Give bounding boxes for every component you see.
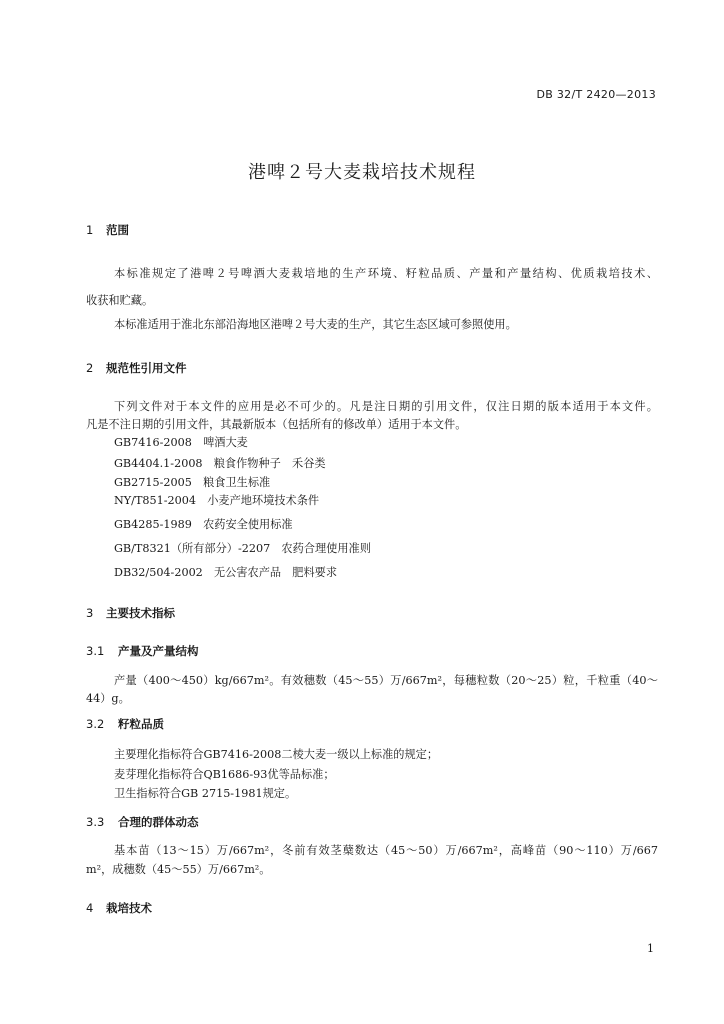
section-heading-4 bbox=[86, 900, 152, 916]
section-number: 4 bbox=[86, 901, 94, 915]
quality-line: 麦芽理化指标符合QB1686-93优等品标准； bbox=[114, 768, 335, 781]
section-number: 3 bbox=[86, 606, 94, 620]
paragraph-line: 凡是不注日期的引用文件，其最新版本（包括所有的修改单）适用于本文件。 bbox=[86, 418, 467, 431]
reference-item: DB32/504-2002 无公害农产品 肥料要求 bbox=[114, 566, 338, 579]
subsection-number: 3.2 bbox=[86, 717, 105, 731]
reference-item: GB/T8321（所有部分）-2207 农药合理使用准则 bbox=[114, 542, 371, 555]
reference-item: GB7416-2008 啤酒大麦 bbox=[114, 436, 248, 449]
subsection-title: 籽粒品质 bbox=[118, 717, 164, 731]
reference-item: GB4285-1989 农药安全使用标准 bbox=[114, 518, 293, 531]
section-number: 2 bbox=[86, 361, 94, 375]
population-paragraph bbox=[114, 842, 658, 858]
reference-item: GB4404.1-2008 粮食作物种子 禾谷类 bbox=[114, 457, 326, 470]
subsection-title: 合理的群体动态 bbox=[118, 815, 199, 829]
paragraph-line: 产量（400～450）kg/667m²。有效穗数（45～55）万/667m²，每穗粒数（20～25）粒，千粒重（40～ bbox=[114, 674, 658, 687]
subsection-number: 3.3 bbox=[86, 815, 105, 829]
subsection-heading-3-1 bbox=[86, 643, 199, 659]
paragraph-line: 基本苗（13～15）万/667m²，冬前有效茎蘖数达（45～50）万/667m²，高峰苗（90～110）万/667 bbox=[114, 844, 658, 857]
section-title: 栽培技术 bbox=[106, 901, 152, 915]
paragraph-line: 44）g。 bbox=[86, 692, 130, 705]
reference-item: GB2715-2005 粮食卫生标准 bbox=[114, 476, 271, 489]
subsection-number: 3.1 bbox=[86, 644, 105, 658]
paragraph-line: 下列文件对于本文件的应用是必不可少的。凡是注日期的引用文件，仅注日期的版本适用于本文件。 bbox=[114, 400, 658, 413]
section-heading-2 bbox=[86, 360, 187, 376]
yield-paragraph bbox=[114, 672, 658, 688]
section-heading-3 bbox=[86, 605, 175, 621]
subsection-title: 产量及产量结构 bbox=[118, 644, 199, 658]
section-title: 主要技术指标 bbox=[106, 606, 175, 620]
reference-item: NY/T851-2004 小麦产地环境技术条件 bbox=[114, 494, 320, 507]
refs-intro bbox=[114, 398, 658, 414]
paragraph-line: 本标准规定了港啤２号啤酒大麦栽培地的生产环境、籽粒品质、产量和产量结构、优质栽培技术、 bbox=[114, 267, 658, 280]
section-title: 规范性引用文件 bbox=[106, 361, 187, 375]
page-number: 1 bbox=[647, 942, 654, 955]
paragraph-line: 收获和贮藏。 bbox=[86, 294, 154, 307]
scope-paragraph-1 bbox=[114, 265, 658, 281]
scope-paragraph-2: 本标准适用于淮北东部沿海地区港啤２号大麦的生产，其它生态区域可参照使用。 bbox=[114, 318, 517, 331]
section-heading-1 bbox=[86, 222, 129, 238]
document-title: 港啤２号大麦栽培技术规程 bbox=[248, 162, 476, 183]
subsection-heading-3-3 bbox=[86, 814, 199, 830]
quality-line: 主要理化指标符合GB7416-2008二棱大麦一级以上标准的规定； bbox=[114, 748, 439, 761]
subsection-heading-3-2 bbox=[86, 716, 164, 732]
document-code: DB 32/T 2420—2013 bbox=[536, 88, 656, 101]
paragraph-line: m²，成穗数（45～55）万/667m²。 bbox=[86, 863, 271, 876]
section-title: 范围 bbox=[106, 223, 129, 237]
section-number: 1 bbox=[86, 223, 94, 237]
quality-line: 卫生指标符合GB 2715-1981规定。 bbox=[114, 787, 297, 800]
